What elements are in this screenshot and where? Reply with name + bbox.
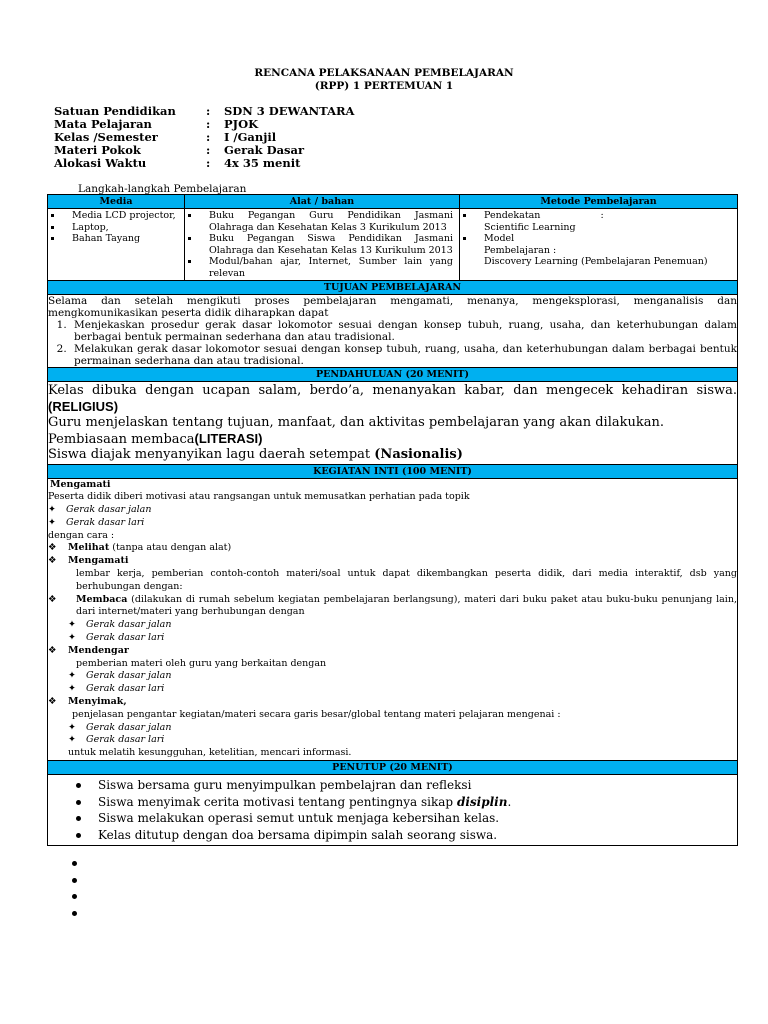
- pendekatan-colon: :: [600, 210, 604, 221]
- tujuan-intro: Selama dan setelah mengikuti proses pembelajaran mengamati, menanya, mengeksplorasi, menganalisis dan mengkomunikasikan peserta didik diharapkan dapat: [48, 295, 737, 319]
- list-item: ✦ Gerak dasar jalan: [68, 619, 172, 631]
- menyimak-desc: penjelasan pengantar kegiatan/materi secara garis besar/global tentang materi pelajaran mengenai :: [72, 708, 561, 720]
- list-item: Buku Pegangan Siswa Pendidikan Jasmani Olahraga dan Kesehatan Kelas 13 Kurikulum 2013: [185, 233, 453, 256]
- info-value: SDN 3 DEWANTARA: [224, 104, 355, 118]
- list-item: ✦ Gerak dasar jalan: [48, 504, 152, 516]
- list-item: 1. Menjekaskan prosedur gerak dasar lokomotor sesuai dengan konsep tubuh, ruang, usaha, dan keterhubungan dalam berbagai bentuk permainan sederhana dan atau tradisional.: [70, 319, 737, 343]
- info-block: [54, 105, 354, 170]
- list-item: Laptop,: [48, 222, 184, 234]
- lesson-table: [47, 194, 738, 846]
- list-item: Media LCD projector,: [48, 210, 184, 222]
- info-value: PJOK: [224, 117, 259, 131]
- alat-cell: [185, 209, 460, 281]
- list-item: ✦ Gerak dasar lari: [68, 632, 165, 644]
- doc-title: RENCANA PELAKSANAAN PEMBELAJARAN: [254, 67, 514, 79]
- mengamati-desc: lembar kerja, pemberian contoh-contoh materi/soal untuk dapat dikembangkan peserta didik, dari media interaktif, dsb yang berhubungan dengan:: [76, 568, 737, 592]
- model-label: Model: [484, 233, 515, 244]
- inti-cell: [48, 478, 738, 761]
- info-label: Satuan Pendidikan: [54, 104, 176, 118]
- pendahuluan-cell: [48, 382, 738, 465]
- cross-bullet-icon: ✦: [48, 516, 56, 528]
- info-colon: :: [206, 143, 211, 157]
- model-label-2: Pembelajaran :: [484, 244, 557, 256]
- diamond-bullet-icon: ❖: [48, 542, 57, 554]
- list-item: [460, 210, 737, 233]
- list-item: Siswa melakukan operasi semut untuk menjaga kebersihan kelas.: [76, 810, 737, 827]
- tujuan-cell: [48, 295, 738, 368]
- pendekatan-value: Scientific Learning: [484, 221, 576, 233]
- cross-bullet-icon: ✦: [68, 632, 76, 644]
- list-item: ❖ Membaca (dilakukan di rumah sebelum kegiatan pembelajaran berlangsung), materi dari buku paket atau buku-buku penunjang lain, dari internet/materi yang berhubungan dengan: [48, 593, 737, 618]
- list-item: Siswa bersama guru menyimpulkan pembelajran dan refleksi: [76, 777, 737, 794]
- diamond-bullet-icon: ❖: [48, 696, 57, 708]
- header-inti: KEGIATAN INTI (100 MENIT): [48, 464, 738, 478]
- model-value: Discovery Learning (Pembelajaran Penemuan): [484, 256, 708, 267]
- pendahuluan-line: Kelas dibuka dengan ucapan salam, berdo’a, menanyakan kabar, dan mengecek kehadiran siswa.(RELIGIUS): [48, 383, 737, 414]
- info-label: Mata Pelajaran: [54, 117, 152, 131]
- list-item: ❖ Melihat (tanpa atau dengan alat): [48, 542, 232, 554]
- info-colon: :: [206, 130, 211, 144]
- list-item: ❖ Mendengar: [48, 644, 129, 656]
- list-item: [460, 233, 737, 268]
- cross-bullet-icon: ✦: [68, 619, 76, 631]
- list-item: Modul/bahan ajar, Internet, Sumber lain yang relevan: [185, 256, 453, 279]
- header-metode: Metode Pembelajaran: [460, 195, 738, 209]
- pendahuluan-line: Guru menjelaskan tentang tujuan, manfaat, dan aktivitas pembelajaran yang akan dilakukan.: [48, 415, 664, 430]
- pendekatan-label: Pendekatan: [484, 210, 541, 221]
- list-item: 2. Melakukan gerak dasar lokomotor sesuai dengan konsep tubuh, ruang, usaha, dan keterhubungan dalam berbagai bentuk permainan sederhana dan atau tradisional.: [70, 343, 737, 367]
- list-item: Buku Pegangan Guru Pendidikan Jasmani Olahraga dan Kesehatan Kelas 3 Kurikulum 2013: [185, 210, 453, 233]
- cross-bullet-icon: ✦: [68, 670, 76, 682]
- list-item: ❖ Mengamati: [48, 555, 129, 567]
- info-value: I /Ganjil: [224, 130, 277, 144]
- info-colon: :: [206, 156, 211, 170]
- list-item: Siswa menyimak cerita motivasi tentang pentingnya sikap disiplin.: [76, 794, 737, 811]
- list-item: Bahan Tayang: [48, 233, 184, 245]
- penutup-cell: [48, 775, 738, 846]
- mendengar-desc: pemberian materi oleh guru yang berkaitan dengan: [76, 657, 327, 669]
- motivasi-text: Peserta didik diberi motivasi atau rangsangan untuk memusatkan perhatian pada topik: [48, 491, 470, 503]
- cross-bullet-icon: ✦: [68, 734, 76, 746]
- list-item: ✦ Gerak dasar lari: [48, 516, 145, 528]
- diamond-bullet-icon: ❖: [48, 644, 57, 656]
- info-label: Kelas /Semester: [54, 130, 158, 144]
- info-value: Gerak Dasar: [224, 143, 305, 157]
- pendahuluan-line: Pembiasaan membaca(LITERASI): [48, 430, 263, 447]
- pendahuluan-line: Siswa diajak menyanyikan lagu daerah setempat (Nasionalis): [48, 447, 463, 462]
- info-label: Materi Pokok: [54, 143, 141, 157]
- media-cell: [48, 209, 185, 281]
- list-item: ✦ Gerak dasar jalan: [68, 670, 172, 682]
- list-item: ✦ Gerak dasar jalan: [68, 721, 172, 733]
- diamond-bullet-icon: ❖: [48, 555, 57, 567]
- header-media: Media: [48, 195, 185, 209]
- cross-bullet-icon: ✦: [48, 504, 56, 516]
- metode-cell: [460, 209, 738, 281]
- mengamati-title: Mengamati: [50, 478, 111, 490]
- dengan-cara: dengan cara :: [48, 529, 115, 541]
- header-penutup: PENUTUP (20 MENIT): [48, 761, 738, 775]
- info-colon: :: [206, 104, 211, 118]
- steps-label: Langkah-langkah Pembelajaran: [78, 183, 247, 195]
- diamond-bullet-icon: ❖: [48, 593, 57, 605]
- list-item: ✦ Gerak dasar lari: [68, 683, 165, 695]
- list-item: ❖ Menyimak,: [48, 696, 127, 708]
- header-tujuan: TUJUAN PEMBELAJARAN: [48, 281, 738, 295]
- info-value: 4x 35 menit: [224, 156, 301, 170]
- list-item: ✦ Gerak dasar lari: [68, 734, 165, 746]
- list-item: Kelas ditutup dengan doa bersama dipimpin salah seorang siswa.: [76, 827, 737, 844]
- info-colon: :: [206, 117, 211, 131]
- info-label: Alokasi Waktu: [54, 156, 147, 170]
- header-pendahuluan: PENDAHULUAN (20 MENIT): [48, 368, 738, 382]
- cross-bullet-icon: ✦: [68, 721, 76, 733]
- melatih-text: untuk melatih kesungguhan, ketelitian, mencari informasi.: [68, 747, 352, 759]
- cross-bullet-icon: ✦: [68, 683, 76, 695]
- header-alat: Alat / bahan: [185, 195, 460, 209]
- info-row: [54, 157, 354, 170]
- doc-subtitle: (RPP) 1 PERTEMUAN 1: [314, 80, 454, 92]
